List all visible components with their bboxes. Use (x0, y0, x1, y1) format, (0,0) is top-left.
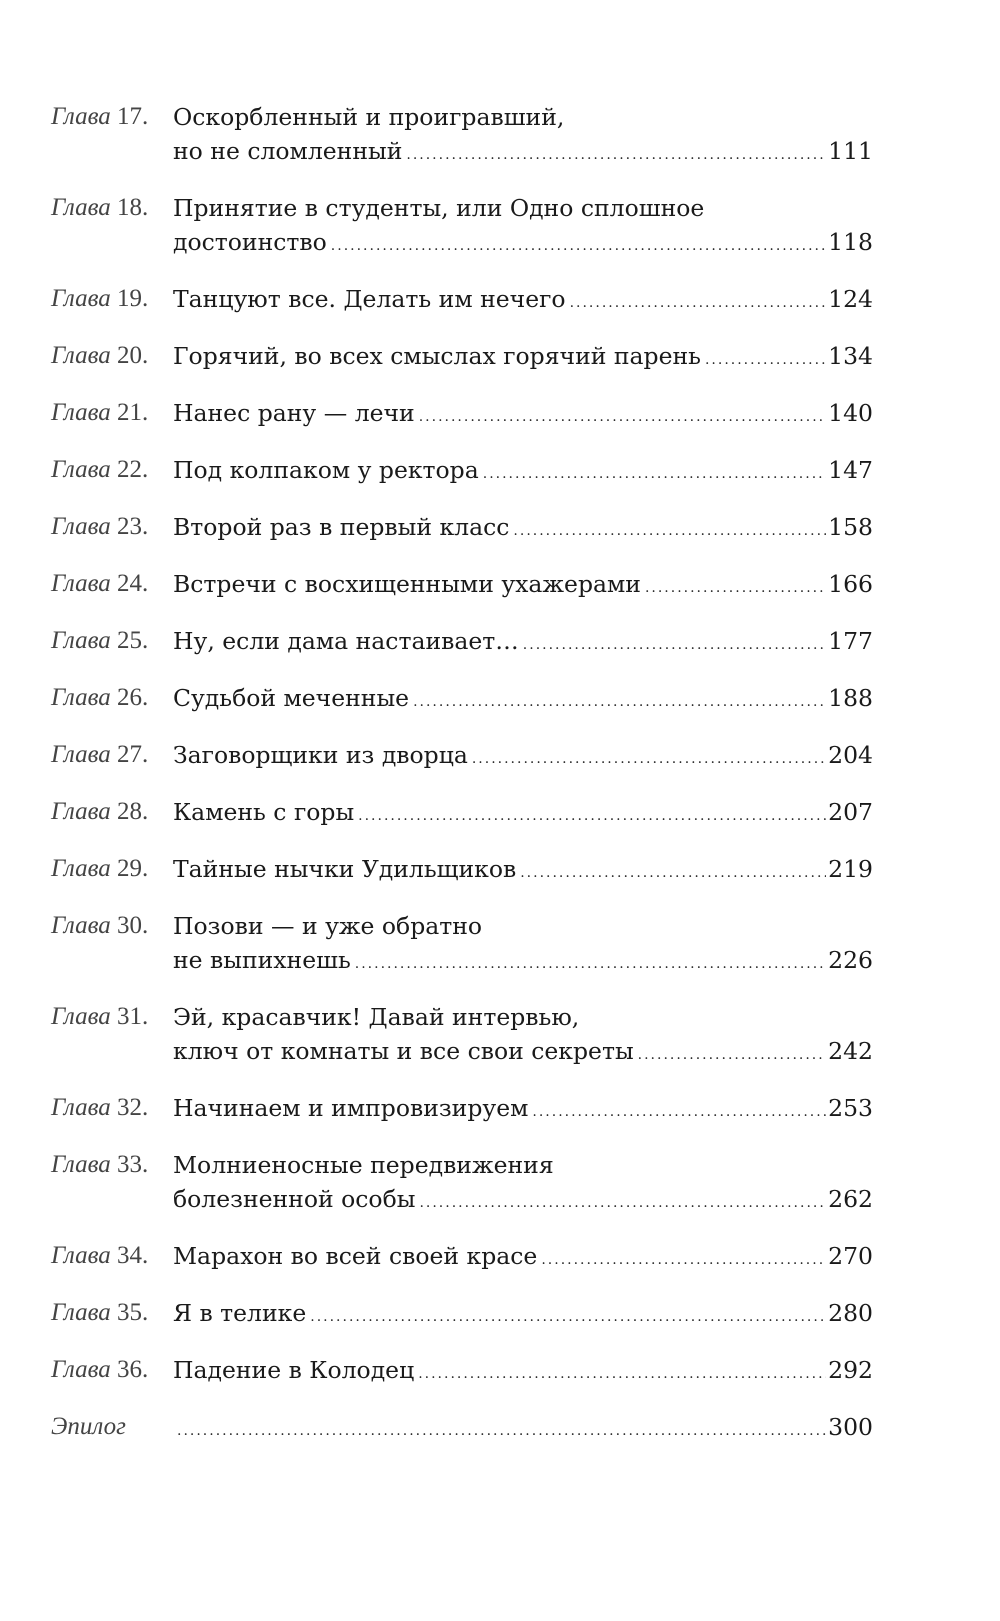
toc-entry (51, 510, 873, 548)
chapter-label (51, 681, 173, 715)
dot-leader (331, 229, 826, 263)
dot-leader (541, 1243, 826, 1277)
chapter-number: 35. (117, 1299, 149, 1326)
dot-leader (645, 571, 826, 605)
toc-entry (51, 681, 873, 719)
chapter-label (51, 100, 173, 134)
chapter-title-last-line (173, 567, 873, 605)
chapter-number: 17. (117, 103, 149, 130)
dot-leader (418, 1357, 826, 1391)
dot-leader (358, 799, 826, 833)
chapter-title-last-line (173, 282, 873, 320)
chapter-word: Глава (51, 684, 111, 711)
chapter-title: Начинаем и импровизируем (173, 1094, 529, 1122)
chapter-title: Камень с горы (173, 798, 355, 826)
chapter-title: Судьбой меченные (173, 684, 410, 712)
chapter-title: Горячий, во всех смыслах горячий парень (173, 342, 701, 370)
chapter-word: Глава (51, 285, 111, 312)
chapter-label (51, 191, 173, 225)
toc-entry (51, 191, 873, 263)
chapter-label (51, 1353, 173, 1387)
chapter-word: Глава (51, 1356, 111, 1383)
chapter-word: Глава (51, 912, 111, 939)
chapter-title: Танцуют все. Делать им нечего (173, 285, 566, 313)
chapter-body (173, 453, 873, 491)
dot-leader (638, 1038, 826, 1072)
chapter-title: достоинство (173, 228, 327, 256)
chapter-word: Глава (51, 855, 111, 882)
chapter-title: Заговорщики из дворца (173, 741, 468, 769)
chapter-number: 33. (117, 1151, 149, 1178)
toc-entry (51, 738, 873, 776)
chapter-word: Глава (51, 1003, 111, 1030)
toc-entry (51, 1239, 873, 1277)
chapter-title: ключ от комнаты и все свои секреты (173, 1037, 634, 1065)
chapter-label (51, 510, 173, 544)
chapter-label (51, 1091, 173, 1125)
chapter-body (173, 1239, 873, 1277)
chapter-body (173, 624, 873, 662)
chapter-body (173, 852, 873, 890)
chapter-title: Второй раз в первый класс (173, 513, 510, 541)
chapter-number: 22. (117, 456, 149, 483)
chapter-number: 32. (117, 1094, 149, 1121)
chapter-word: Глава (51, 741, 111, 768)
page-number: 158 (828, 513, 873, 541)
chapter-number: 26. (117, 684, 149, 711)
chapter-title-last-line (173, 795, 873, 833)
chapter-title-last-line (173, 396, 873, 434)
chapter-title-last-line (173, 1353, 873, 1391)
chapter-title: не выпихнешь (173, 946, 351, 974)
toc-entry (51, 339, 873, 377)
page-number: 207 (828, 798, 873, 826)
chapter-body (173, 795, 873, 833)
chapter-title-last-line (173, 510, 873, 548)
chapter-body (173, 1148, 873, 1220)
page-number: 242 (828, 1037, 873, 1065)
toc-entry (51, 1353, 873, 1391)
page-number: 111 (828, 137, 873, 165)
chapter-body (173, 1000, 873, 1072)
dot-leader (472, 742, 826, 776)
chapter-word: Глава (51, 1242, 111, 1269)
chapter-number: 25. (117, 627, 149, 654)
chapter-title: Под колпаком у ректора (173, 456, 479, 484)
chapter-number: 29. (117, 855, 149, 882)
dot-leader (570, 286, 827, 320)
chapter-label (51, 1000, 173, 1034)
page-number: 118 (828, 228, 873, 256)
dot-leader (520, 856, 826, 890)
chapter-title-last-line (173, 1296, 873, 1334)
chapter-body (173, 567, 873, 605)
chapter-number: 30. (117, 912, 149, 939)
toc-entry-epilogue (51, 1410, 873, 1448)
toc-entry (51, 396, 873, 434)
toc-entry (51, 282, 873, 320)
toc-entry (51, 1148, 873, 1220)
chapter-body (173, 681, 873, 719)
chapter-body (173, 100, 873, 172)
chapter-title-last-line (173, 1182, 873, 1220)
chapter-word: Глава (51, 570, 111, 597)
chapter-word: Глава (51, 513, 111, 540)
chapter-number: 31. (117, 1003, 149, 1030)
chapter-title-last-line (173, 852, 873, 890)
chapter-title-last-line (173, 1410, 873, 1448)
chapter-title: Я в телике (173, 1299, 307, 1327)
dot-leader (355, 947, 826, 981)
chapter-title-line1: Молниеносные передвижения (173, 1151, 554, 1179)
chapter-body (173, 510, 873, 548)
toc-entry (51, 1091, 873, 1129)
chapter-number: 18. (117, 194, 149, 221)
chapter-word: Глава (51, 627, 111, 654)
dot-leader (523, 628, 826, 662)
table-of-contents (51, 100, 873, 1467)
page-number: 134 (828, 342, 873, 370)
dot-leader (177, 1414, 826, 1448)
chapter-number: 23. (117, 513, 149, 540)
chapter-word: Глава (51, 1094, 111, 1121)
chapter-word: Глава (51, 103, 111, 130)
chapter-body (173, 1296, 873, 1334)
dot-leader (419, 400, 826, 434)
page-number: 166 (828, 570, 873, 598)
dot-leader (419, 1186, 826, 1220)
chapter-label (51, 1148, 173, 1182)
chapter-label (51, 282, 173, 316)
chapter-number: 24. (117, 570, 149, 597)
page-number: 177 (828, 627, 873, 655)
page-number: 253 (828, 1094, 873, 1122)
chapter-label (51, 396, 173, 430)
chapter-title-last-line (173, 1091, 873, 1129)
chapter-number: 36. (117, 1356, 149, 1383)
chapter-body (173, 1353, 873, 1391)
chapter-word: Глава (51, 798, 111, 825)
chapter-label (51, 453, 173, 487)
chapter-title: Падение в Колодец (173, 1356, 415, 1384)
dot-leader (406, 138, 826, 172)
chapter-label (51, 624, 173, 658)
chapter-title-last-line (173, 453, 873, 491)
chapter-label (51, 1239, 173, 1273)
chapter-word: Глава (51, 342, 111, 369)
page-number: 188 (828, 684, 873, 712)
page-number: 292 (828, 1356, 873, 1384)
toc-entry (51, 624, 873, 662)
toc-entry (51, 1296, 873, 1334)
chapter-label (51, 795, 173, 829)
chapter-word: Глава (51, 1299, 111, 1326)
toc-entry (51, 852, 873, 890)
chapter-word: Глава (51, 1151, 111, 1178)
chapter-title: Ну, если дама настаивает… (173, 627, 519, 655)
chapter-title-line1: Оскорбленный и проигравший, (173, 103, 565, 131)
chapter-label (51, 1296, 173, 1330)
chapter-body (173, 738, 873, 776)
chapter-label (51, 909, 173, 943)
toc-entry (51, 1000, 873, 1072)
chapter-title: Тайные нычки Удильщиков (173, 855, 517, 883)
chapter-title: Марахон во всей своей красе (173, 1242, 538, 1270)
chapter-title-line1: Позови — и уже обратно (173, 912, 483, 940)
toc-entry (51, 795, 873, 833)
chapter-title: Нанес рану — лечи (173, 399, 415, 427)
dot-leader (413, 685, 826, 719)
chapter-title: но не сломленный (173, 137, 403, 165)
chapter-title-last-line (173, 738, 873, 776)
page-number: 262 (828, 1185, 873, 1213)
chapter-number: 19. (117, 285, 149, 312)
dot-leader (532, 1095, 826, 1129)
page-number: 270 (828, 1242, 873, 1270)
chapter-title-last-line (173, 943, 873, 981)
chapter-title-last-line (173, 681, 873, 719)
chapter-label (51, 567, 173, 601)
page-number: 204 (828, 741, 873, 769)
dot-leader (705, 343, 826, 377)
chapter-word: Глава (51, 456, 111, 483)
page-number: 280 (828, 1299, 873, 1327)
chapter-title-last-line (173, 1239, 873, 1277)
page-number: 147 (828, 456, 873, 484)
toc-entry (51, 100, 873, 172)
chapter-label (51, 852, 173, 886)
chapter-number: 34. (117, 1242, 149, 1269)
chapter-body (173, 1091, 873, 1129)
chapter-number: 21. (117, 399, 149, 426)
chapter-body (173, 1410, 873, 1448)
toc-entry (51, 567, 873, 605)
toc-entry (51, 453, 873, 491)
chapter-body (173, 339, 873, 377)
chapter-label (51, 738, 173, 772)
epilogue-label (51, 1410, 173, 1444)
chapter-title-line1: Принятие в студенты, или Одно сплошное (173, 194, 705, 222)
dot-leader (310, 1300, 826, 1334)
page-number: 226 (828, 946, 873, 974)
chapter-title-last-line (173, 624, 873, 662)
chapter-number: 27. (117, 741, 149, 768)
chapter-number: 28. (117, 798, 149, 825)
chapter-number: 20. (117, 342, 149, 369)
chapter-body (173, 191, 873, 263)
page-number: 140 (828, 399, 873, 427)
dot-leader (483, 457, 826, 491)
epilogue-word: Эпилог (51, 1413, 126, 1440)
page-number: 219 (828, 855, 873, 883)
chapter-title-last-line (173, 225, 873, 263)
chapter-word: Глава (51, 194, 111, 221)
chapter-word: Глава (51, 399, 111, 426)
chapter-title-last-line (173, 134, 873, 172)
chapter-title-last-line (173, 339, 873, 377)
chapter-label (51, 339, 173, 373)
chapter-body (173, 282, 873, 320)
dot-leader (513, 514, 826, 548)
chapter-title-last-line (173, 1034, 873, 1072)
chapter-title: болезненной особы (173, 1185, 416, 1213)
chapter-title-line1: Эй, красавчик! Давай интервью, (173, 1003, 580, 1031)
page-number: 300 (828, 1413, 873, 1441)
chapter-body (173, 396, 873, 434)
toc-entry (51, 909, 873, 981)
chapter-title: Встречи с восхищенными ухажерами (173, 570, 641, 598)
chapter-body (173, 909, 873, 981)
page-number: 124 (828, 285, 873, 313)
